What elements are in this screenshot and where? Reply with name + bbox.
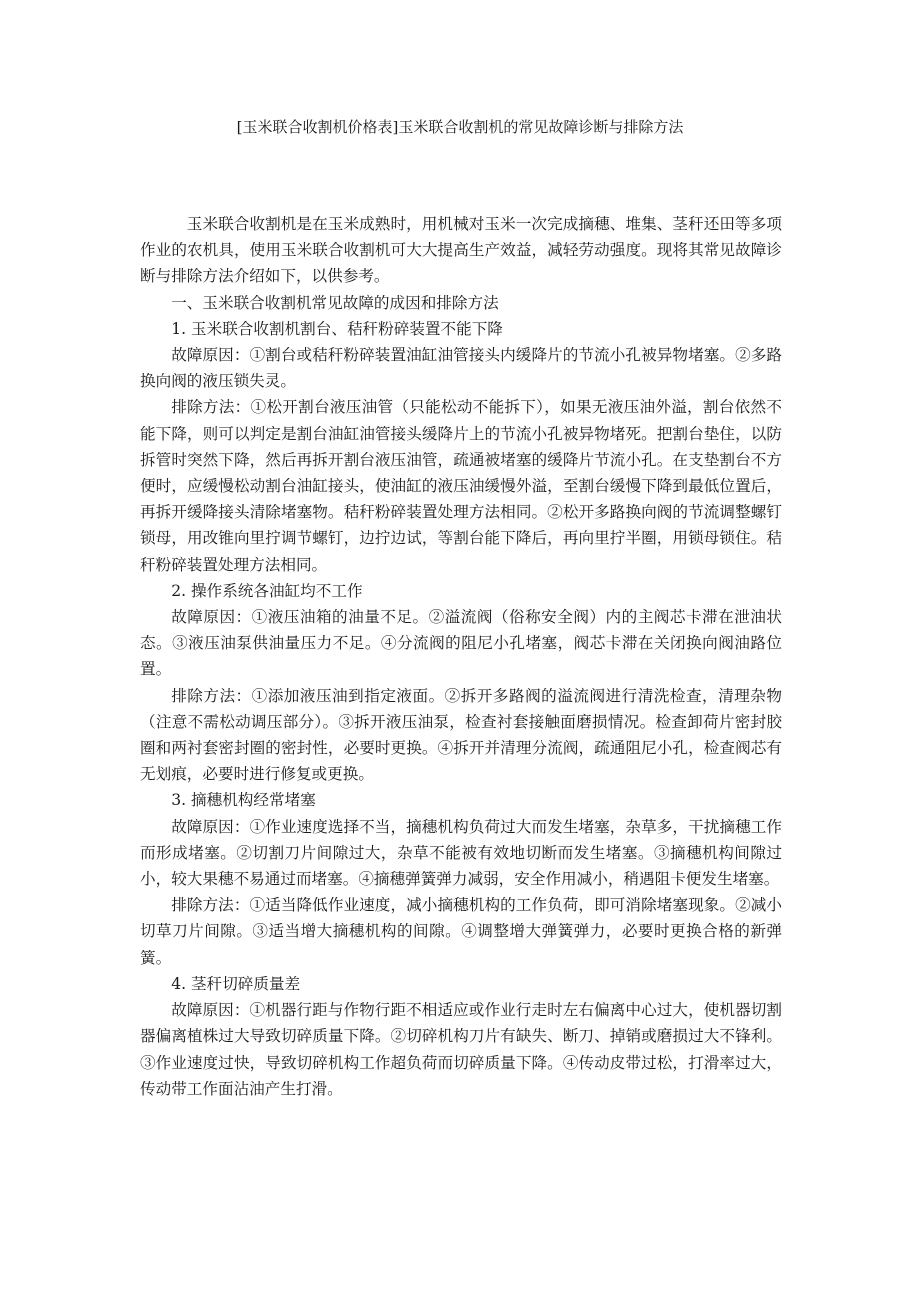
cause-paragraph: 故障原因：①机器行距与作物行距不相适应或作业行走时左右偏离中心过大，使机器切割器偏离植株过大导致切碎质量下降。②切碎机构刀片有缺失、断刀、掉销或磨损过大不锋利。③作业速度过快，导致切碎机构工作超负荷而切碎质量下降。④传动皮带过松，打滑率过大，传动带工作面沾油产生打滑。	[140, 1001, 782, 1098]
remedy-paragraph: 排除方法：①适当降低作业速度，减小摘穗机构的工作负荷，即可消除堵塞现象。②减小切草刀片间隙。③适当增大摘穗机构的间隙。④调整增大弹簧弹力，必要时更换合格的新弹簧。	[140, 896, 782, 967]
item-heading: 2. 操作系统各油缸均不工作	[171, 581, 363, 600]
item-heading: 4. 茎秆切碎质量差	[171, 974, 301, 993]
cause-paragraph: 故障原因：①液压油箱的油量不足。②溢流阀（俗称安全阀）内的主阀芯卡滞在泄油状态。③液压油泵供油量压力不足。④分流阀的阻尼小孔堵塞，阀芯卡滞在关闭换向阀油路位置。	[140, 608, 782, 679]
item-heading: 3. 摘穗机构经常堵塞	[171, 791, 316, 810]
document-title: [玉米联合收割机价格表]玉米联合收割机的常见故障诊断与排除方法	[236, 118, 684, 136]
document-body	[140, 211, 782, 1102]
intro-paragraph: 玉米联合收割机是在玉米成熟时，用机械对玉米一次完成摘穗、堆集、茎秆还田等多项作业的农机具，使用玉米联合收割机可大大提高生产效益，减轻劳动强度。现将其常见故障诊断与排除方法介绍如下，以供参考。	[140, 215, 782, 286]
cause-paragraph: 故障原因：①作业速度选择不当，摘穗机构负荷过大而发生堵塞，杂草多，干扰摘穗工作而形成堵塞。②切割刀片间隙过大，杂草不能被有效地切断而发生堵塞。③摘穗机构间隙过小，较大果穗不易通过而堵塞。④摘穗弹簧弹力减弱，安全作用减小，稍遇阻卡便发生堵塞。	[140, 817, 782, 889]
remedy-paragraph: 排除方法：①松开割台液压油管（只能松动不能拆下），如果无液压油外溢，割台依然不能下降，则可以判定是割台油缸油管接头缓降片上的节流小孔被异物堵死。把割台垫住，以防拆管时突然下降，然后再拆开割台液压油管，疏通被堵塞的缓降片节流小孔。在支垫割台不方便时，应缓慢松动割台油缸接头，使油缸的液压油缓慢外溢，至割台缓慢下降到最低位置后，再拆开缓降接头清除堵塞物。秸秆粉碎装置处理方法相同。②松开多路换向阀的节流调整螺钉锁母，用改锥向里拧调节螺钉，边拧边试，等割台能下降后，再向里拧半圈，用锁母锁住。秸秆粉碎装置处理方法相同。	[140, 398, 782, 574]
cause-paragraph: 故障原因：①割台或秸秆粉碎装置油缸油管接头内缓降片的节流小孔被异物堵塞。②多路换向阀的液压锁失灵。	[140, 346, 782, 391]
item-heading: 1. 玉米联合收割机割台、秸秆粉碎装置不能下降	[171, 319, 503, 338]
remedy-paragraph: 排除方法：①添加液压油到指定液面。②拆开多路阀的溢流阀进行清洗检查，清理杂物（注意不需松动调压部分）。③拆开液压油泵，检查衬套接触面磨损情况。检查卸荷片密封胶圈和两衬套密封圈的密封性，必要时更换。④拆开并清理分流阀，疏通阻尼小孔，检查阀芯有无划痕，必要时进行修复或更换。	[140, 686, 782, 784]
section-heading: 一、玉米联合收割机常见故障的成因和排除方法	[171, 293, 499, 312]
